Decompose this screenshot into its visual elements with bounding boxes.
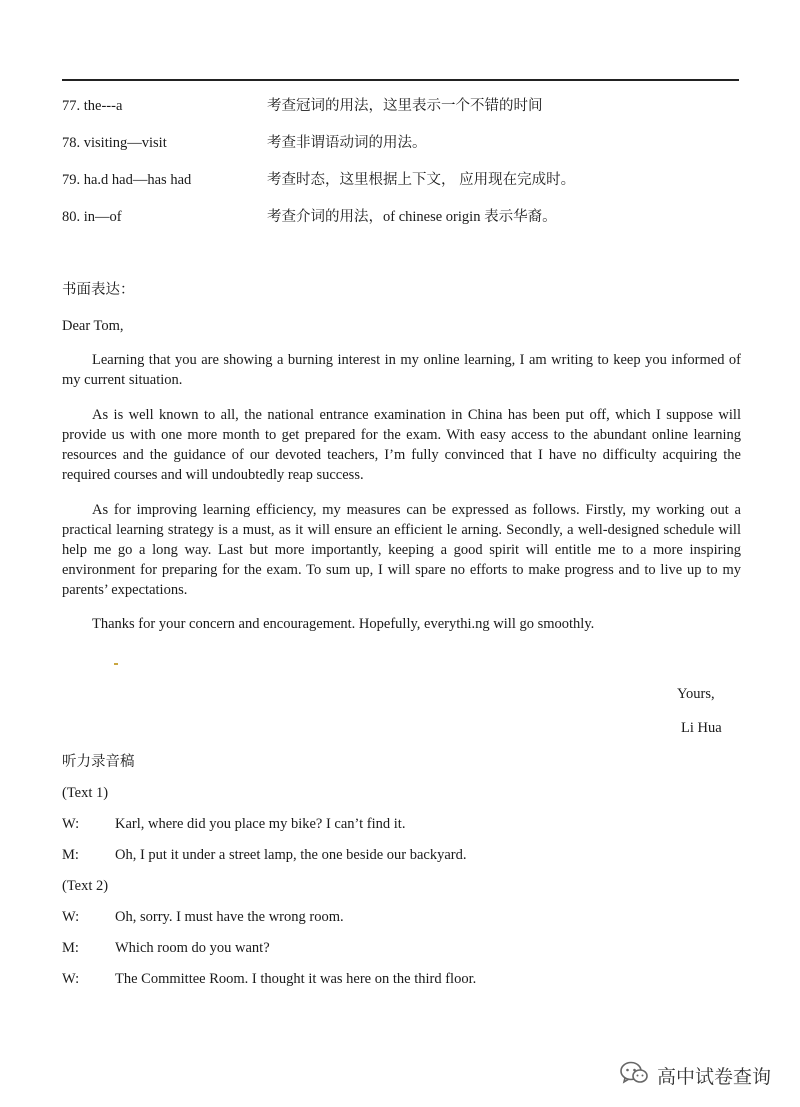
closing: Yours, (677, 686, 715, 702)
essay-paragraph-4: Thanks for your concern and encouragement. Hopefully, everythi.ng will go smoothly. (92, 616, 595, 632)
watermark-text: 高中试卷查询 (657, 1065, 772, 1088)
answer-explanation: 考查非谓语动词的用法。 (267, 135, 427, 151)
utterance: Karl, where did you place my bike? I can’t find it. (115, 816, 406, 832)
salutation: Dear Tom, (62, 318, 124, 334)
answer-key: 77. the---a (62, 98, 123, 114)
utterance: Which room do you want? (115, 940, 270, 956)
text-1-label: (Text 1) (62, 785, 109, 801)
essay-paragraph-3: As for improving learning efficiency, my measures can be expressed as follows. Firstly, my working out a practical learning strategy is a must, as it will ensure an efficient le arning. Secondly, a well-designed schedule will help me go a long way. Last but more importantly, keeping a good spirit will entitle me to a more inspiring environment for preparing for the exam. To sum up, I will spare no efforts to make progress and to live up to my parents’ expectations. (62, 502, 741, 598)
speaker: M: (62, 940, 79, 956)
listening-heading: 听力录音稿 (62, 754, 135, 770)
watermark (619, 1060, 771, 1090)
speaker: W: (62, 971, 80, 987)
stray-mark (114, 663, 118, 665)
utterance: Oh, I put it under a street lamp, the one beside our backyard. (115, 847, 467, 863)
utterance: The Committee Room. I thought it was here on the third floor. (115, 971, 477, 987)
utterance: Oh, sorry. I must have the wrong room. (115, 909, 344, 925)
essay-paragraph-1: Learning that you are showing a burning interest in my online learning, I am writing to keep you informed of my current situation. (62, 352, 741, 388)
top-rule (62, 79, 739, 81)
wechat-icon (619, 1060, 649, 1091)
speaker: W: (62, 909, 80, 925)
answer-explanation: 考查介词的用法，of chinese origin 表示华裔。 (267, 209, 557, 225)
answer-key: 78. visiting—visit (62, 135, 167, 151)
speaker: W: (62, 816, 80, 832)
answer-key: 80. in—of (62, 209, 122, 225)
speaker: M: (62, 847, 79, 863)
essay-paragraph-2: As is well known to all, the national entrance examination in China has been put off, which I suppose will provide us with one more month to get prepared for the exam. With easy access to the abundant online learning resources and the guidance of our devoted teachers, I’m fully convinced that I have no difficulty acquiring the required courses and will undoubtedly reap success. (62, 407, 741, 483)
answer-explanation: 考查时态，这里根据上下文， 应用现在完成时。 (267, 172, 576, 188)
answer-key: 79. ha.d had—has had (62, 172, 192, 188)
answer-explanation: 考查冠词的用法，这里表示一个不错的时间 (267, 98, 543, 114)
text-2-label: (Text 2) (62, 878, 109, 894)
writing-heading: 书面表达： (62, 282, 135, 298)
signature: Li Hua (681, 720, 722, 736)
